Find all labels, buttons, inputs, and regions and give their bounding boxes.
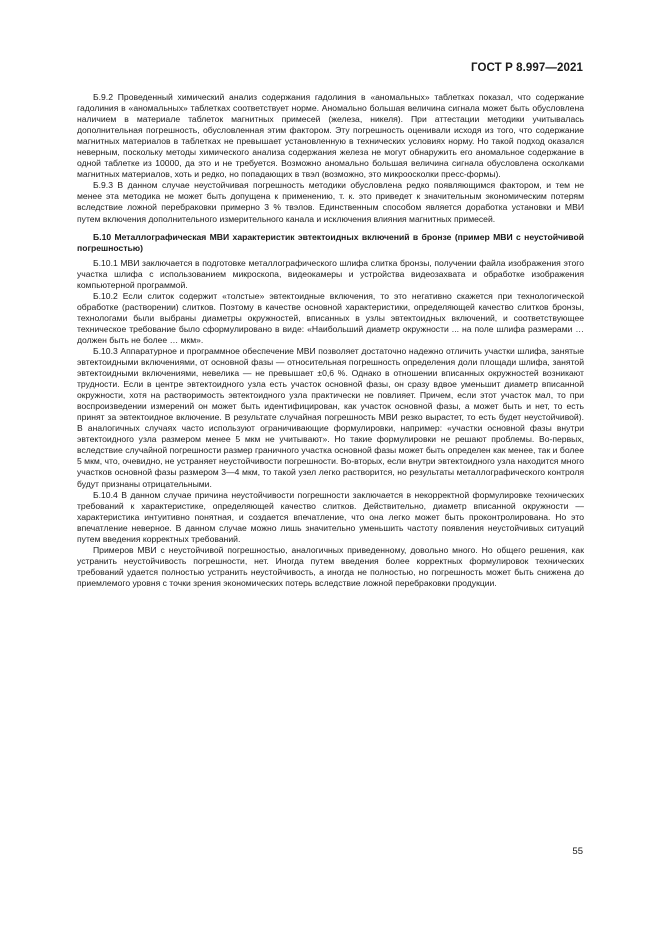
paragraph-b10-1: Б.10.1 МВИ заключается в подготовке металлографического шлифа слитка бронзы, получении файла изображения этого участка шлифа с использованием микроскопа, видеокамеры и устройства видеозахвата и обработке изображения компьютерной программой. (77, 257, 584, 290)
paragraph-conclusion: Примеров МВИ с неустойчивой погрешностью, аналогичных приведенному, довольно много. Но общего решения, как устранить неустойчивость погрешности, нет. Иногда путем введения более корректных формулировок технических требований удается полностью устранить неустойчивость, а иногда не полностью, но погрешность может быть снижена до приемлемого уровня с точки зрения экономических потерь вследствие ложной перебраковки продукции. (77, 544, 584, 588)
section-heading-b10: Б.10 Металлографическая МВИ характеристик эвтектоидных включений в бронзе (пример МВИ с неустойчивой погрешностью) (77, 231, 584, 253)
document-id-header: ГОСТ Р 8.997—2021 (471, 62, 583, 74)
page-number: 55 (572, 846, 583, 857)
paragraph-b10-2: Б.10.2 Если слиток содержит «толстые» эвтектоидные включения, то это негативно скажется при технологической обработке (растворении) слитков. Поэтому в качестве основной характеристики, определяющей качество слитков бронзы, технологами были выбраны диаметры окружностей, вписанных в узлы эвтектоидных включений, и соответствующее техническое требование было сформулировано в виде: «Наибольший диаметр окружности ... на поле шлифа размерами … должен быть не более … мкм». (77, 290, 584, 345)
paragraph-b9-2: Б.9.2 Проведенный химический анализ содержания гадолиния в «аномальных» таблетках показал, что содержание гадолиния в «аномальных» таблетках соответствует норме. Аномально большая величина сигнала может быть обусловлена наличием в материале таблеток магнитных примесей (железа, никеля). При аттестации методики учитывалась дополнительная погрешность, обусловленная этим фактором. Эту погрешность оценивали исходя из того, что содержание магнитных материалов в таблетках не превышает установленную в технических условиях норму. Но такой подход оказался неверным, поскольку методы химического анализа содержания железа не могут обнаружить его аномальное содержание в одной таблетке из 10000, да это и не требуется. Возможно аномально большая величина сигнала обусловлена осколками магнитных материалов, хоть и редко, но попадающих в твэл (возможно, это микроосколки пресс-формы). (77, 92, 584, 180)
paragraph-b10-4: Б.10.4 В данном случае причина неустойчивости погрешности заключается в некорректной формулировке технических требований к характеристике, определяющей качество слитков. Действительно, диаметр вписанной окружности — характеристика интуитивно понятная, и создается впечатление, что она легко может быть проконтролирована. Но это впечатление неверное. В данном случае можно лишь значительно уменьшить частоту появления неустойчивых ситуаций путем введения корректных требований. (77, 489, 584, 544)
paragraph-b10-3: Б.10.3 Аппаратурное и программное обеспечение МВИ позволяет достаточно надежно отличить участки шлифа, занятые эвтектоидными включениями, от основной фазы — относительная погрешность определения доли площади шлифа, занятой эвтектоидными включениями, невелика — не превышает ±0,6 %. Однако в отношении вписанных окружностей возникают трудности. Если в центре эвтектоидного узла есть участок основной фазы, он сразу вдвое уменьшит диаметр вписанной окружности, хотя на растворимость эвтектоидного узла практически не повлияет. Причем, если этот участок мал, то при воспроизведении измерений он может быть идентифицирован, как участок основной фазы, а может быть и нет, то есть принят за эвтектоидное включение. В результате случайная погрешность МВИ резко вырастет, то есть будет неустойчивой). В аналогичных случаях часто используют ограничивающие формулировки, например: «участки основной фазы внутри эвтектоидного узла размером менее 5 мкм не учитывают». Но такие формулировки не решают проблемы. Во-первых, вследствие случайной погрешности размер граничного участка основной фазы может быть определен как менее, так и более 5 мкм, что, очевидно, не устраняет неустойчивости погрешности. Во-вторых, если внутри эвтектоидного узла находится много участков основной фазы размером 3—4 мкм, то такой узел легко растворится, но результаты металлографического контроля будут признаны отрицательными. (77, 345, 584, 489)
paragraph-b9-3: Б.9.3 В данном случае неустойчивая погрешность методики обусловлена редко появляющимся фактором, и тем не менее эта методика не может быть допущена к применению, т. к. это приведет к значительным экономическим потерям вследствие ложной перебраковки примерно 3 % твэлов. Единственным способом является доработка установки и МВИ путем включения дополнительного измерительного канала и исключения влияния магнитных примесей. (77, 180, 584, 224)
body-text (77, 92, 584, 589)
